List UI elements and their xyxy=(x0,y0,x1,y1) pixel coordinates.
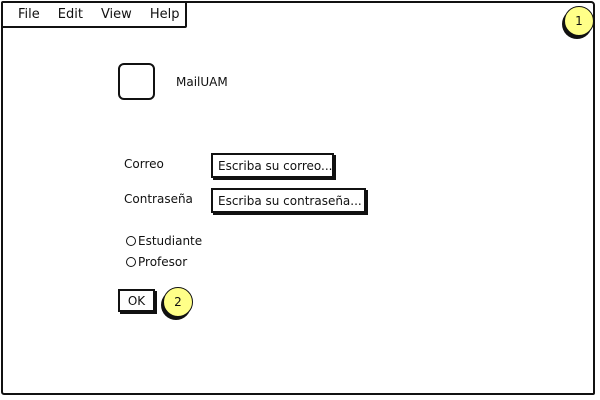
annotation-callout-2: 2 xyxy=(163,287,193,317)
password-label: Contraseña xyxy=(124,192,193,206)
radio-label-estudiante: Estudiante xyxy=(138,234,203,248)
radio-option-estudiante[interactable] xyxy=(126,234,202,248)
menu-view[interactable]: View xyxy=(100,7,132,22)
menu-file[interactable]: File xyxy=(18,7,40,22)
radio-option-profesor[interactable] xyxy=(126,255,187,269)
app-logo-icon xyxy=(118,63,155,100)
radio-circle-icon[interactable] xyxy=(126,257,136,267)
annotation-callout-1: 1 xyxy=(564,6,594,36)
menu-edit[interactable]: Edit xyxy=(57,7,83,22)
radio-label-profesor: Profesor xyxy=(138,255,188,269)
email-input[interactable]: Escriba su correo... xyxy=(211,153,334,178)
ok-button[interactable]: OK xyxy=(118,289,155,312)
app-name: MailUAM xyxy=(176,75,228,89)
radio-circle-icon[interactable] xyxy=(126,236,136,246)
email-label: Correo xyxy=(124,157,164,171)
password-input[interactable]: Escriba su contraseña... xyxy=(211,188,366,213)
menu-help[interactable]: Help xyxy=(149,7,180,22)
menu-bar xyxy=(1,1,187,28)
